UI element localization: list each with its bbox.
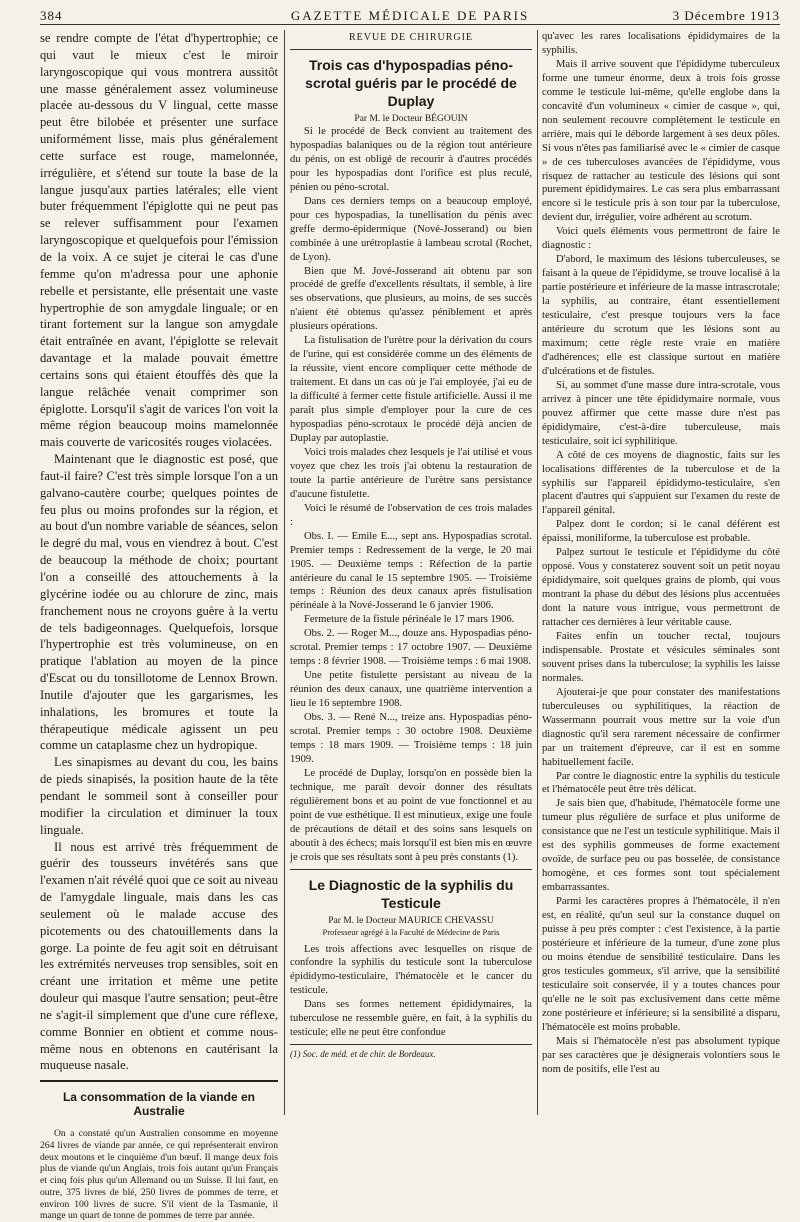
paragraph: Une petite fistulette persistant au niveau de la réunion des deux canaux, une quatrième intervention a lieu le 16 septembre 1908. bbox=[290, 670, 532, 710]
paragraph: Les trois affections avec lesquelles on risque de confondre la syphilis du testicule sont la tuberculose épididymo-testiculaire, l'hématocèle et le cancer du testicule. bbox=[290, 943, 532, 997]
paragraph: D'abord, le maximum des lésions tuberculeuses, se faisant à la queue de l'épididyme, se trouve localisé à la partie postérieure et inférieure de la masse intrascrotale; la syphilis, au contraire, étant essentiellement testiculaire, c'est presque toujours vers la face antérieure du scrotum que les lésions sont au maximum; cette règle reste vraie en matière d'adhérences; elle est classique surtout en matière d'ulcérations et de fistules. bbox=[542, 254, 780, 377]
article-author: Par M. le Docteur BÉGOUIN bbox=[354, 114, 468, 124]
paragraph: Les sinapismes au devant du cou, les bains de pieds sinapisés, la position haute de la tête pendant le sommeil sont à conseiller pour modifier la circulation et diminuer la toux linguale. bbox=[40, 755, 278, 837]
article-body-continued bbox=[542, 30, 780, 1076]
section-heading: REVUE DE CHIRURGIE bbox=[348, 32, 474, 43]
column-divider bbox=[284, 30, 285, 1115]
column-1 bbox=[40, 30, 278, 1222]
paragraph: Obs. 3. — René N..., treize ans. Hypospadias péno-scrotal. Premier temps : 30 octobre 1908. Deuxième temps : 18 mars 1909. — Troisième temps : 18 juin 1909. bbox=[290, 712, 532, 765]
paragraph: Ajouterai-je que pour constater des manifestations tuberculeuses ou syphilitiques, la réaction de Wassermann pourrait vous mettre sur la voie d'un diagnostic qu'il sera rarement nécessaire de confirmer par un traitement d'épreuve, car il est en somme habituellement facile. bbox=[542, 686, 780, 768]
paragraph: qu'avec les rares localisations épididymaires de la syphilis. bbox=[542, 31, 780, 56]
author-affiliation: Professeur agrégé à la Faculté de Médecine de Paris bbox=[322, 926, 500, 937]
paragraph: Si le procédé de Beck convient au traitement des hypospadias balaniques ou de la région tout antérieure du pénis, on est obligé de recourir à d'autres procédés pour les hypospadias dont l'orifice est plus reculé, pénien ou péno-scrotal. bbox=[290, 126, 532, 193]
article-body-2 bbox=[290, 943, 532, 1041]
paragraph: Palpez surtout le testicule et l'épididyme du côté opposé. Vous y constaterez souvent soit un petit noyau épididymaire, soit quelques grains de plomb, qui vous montrant la phase du début des lésions plus accentuées dont la nature vous intrigue, vous permettront de rattacher ces dernières à leur véritable cause. bbox=[542, 547, 780, 629]
article-body bbox=[290, 125, 532, 865]
paragraph: Faites enfin un toucher rectal, toujours indispensable. Prostate et vésicules séminales sont souvent prises dans la tuberculose; la syphilis les laisse normales. bbox=[542, 630, 780, 684]
paragraph: Voici le résumé de l'observation de ces trois malades : bbox=[290, 502, 532, 528]
page-number: 384 bbox=[40, 8, 63, 23]
paragraph: Maintenant que le diagnostic est posé, que faut-il faire? C'est très simple lorsque l'on a un galvano-cautère courbe; quelques pointes de feu plus ou moins profondes sur la région, et au bout d'un nombre variable de séances, selon le degré du mal, vous en viendrez à bout. C'est de beaucoup la méthode de choix; pourtant l'on a conseillé des attouchements à la glycérine iodée ou au chlorure de zinc, mais franchement nous ne croyons guère à la vertu de tels badigeonnages. Quelquefois, lorsque l'hypertrophie est très volumineuse, on en pratique l'ablation au moyen de la pince d'Escat ou du tonsillotome de Lennox Brown. Inutile d'ajouter que les gargarismes, les inhalations, les bromures et toute la thérapeutique médicale agissent un peu comme un cataplasme chez un hydropique. bbox=[40, 452, 278, 753]
paragraph: Obs. I. — Emile E..., sept ans. Hypospadias scrotal. Premier temps : Redressement de la verge, le 20 mai 1905. — Deuxième temps : Réfection de la partie antérieure du canal le 15 septembre 1905. — Troisième temps : Réunion des deux canaux après fistulisation périnéale à la Nové-Josserand le 6 janvier 1906. bbox=[290, 530, 532, 612]
header-rule bbox=[40, 24, 780, 25]
column-3 bbox=[542, 30, 780, 1115]
footnote-rule bbox=[290, 1044, 532, 1045]
paragraph: Mais il arrive souvent que l'épididyme tuberculeux forme une tumeur énorme, deux à trois fois grosse comme le testicule lui-même, qu'elle englobe dans la concavité d'un volumineux « cimier de casque », qui, non seulement recouvre complètement le testicule en arrière, mais qui le déborde largement à ses deux pôles. Si vous n'êtes pas familiarisé avec le « cimier de casque » de ces tuberculoses avancées de l'épididyme, vous risquez de rattacher au testicule des lésions qui sont purement épididymaires. Le cas sera plus embarrassant encore si le testicule pris à son tour par la tuberculose, devient dur, irrégulier, voire adhérent au scrotum. bbox=[542, 58, 780, 224]
paragraph: Si, au sommet d'une masse dure intra-scrotale, vous arrivez à pincer une tête épididymaire normale, vous pouvez affirmer que cette masse dure n'est pas épididymaire, c'est-à-dire tuberculeuse, mais testiculaire, soit ici syphilitique. bbox=[542, 379, 780, 447]
news-box bbox=[40, 1080, 278, 1222]
section-rule bbox=[290, 49, 532, 50]
paragraph: Fermeture de la fistule périnéale le 17 mars 1906. bbox=[304, 614, 515, 626]
article-title: Trois cas d'hypospadias péno-scrotal guéris par le procédé de Duplay bbox=[305, 57, 517, 109]
laryngology-text bbox=[40, 30, 278, 1074]
box-title: La consommation de la viande en Australie bbox=[62, 1090, 256, 1119]
paragraph: Palpez dont le cordon; si le canal déférent est épaissi, moniliforme, la tuberculose est probable. bbox=[542, 519, 780, 545]
paragraph: Mais si l'hématocèle n'est pas absolument typique par ses caractères que je désignerais volontiers sous le nom de positifs, elle l'est au bbox=[542, 1035, 780, 1075]
column-divider bbox=[537, 30, 538, 1115]
paragraph: Obs. 2. — Roger M..., douze ans. Hypospadias péno-scrotal. Premier temps : 17 octobre 1907. — Deuxième temps : 8 février 1908. — Troisième temps : 6 mai 1908. bbox=[290, 628, 532, 668]
paragraph: se rendre compte de l'état d'hypertrophie; ce qui vaut le mieux c'est le miroir laryngoscopique qui vous montrera aussitôt une masse généralement assez volumineuse placée au-dessous du V lingual, cette masse peut être bilobée et présenter une surface uniformément lisse, mais plus généralement cette surface est rouge, mamelonnée, irrégulière, et s'étend sur toute la base de la langue jusqu'aux parties latérales; elle vient buter fréquemment l'épiglotte qui ne peut pas se relever suffisamment pour l'examen laryngoscopique et quelquefois pour l'émission de la voix. A ce sujet je citerai le cas d'une femme qu'on m'adressa pour une aphonie rebelle et persistante, elle présentait une vaste hypertrophie de son amygdale linguale; or en tirant fortement sur la langue son amygdale était entraînée en avant, l'épiglotte se relevait davantage et la malade pouvait émettre certains sons qui étaient étouffés dès que la langue relâchée venait comprimer son épiglotte. Lorsqu'il s'agit de varices l'on voit la même région beaucoup moins mamelonnée mais couverte de varicosités rouges violacées. bbox=[40, 31, 278, 450]
article-rule bbox=[290, 869, 532, 870]
article-title-2: Le Diagnostic de la syphilis du Testicule bbox=[308, 876, 514, 911]
paragraph: Voici quels éléments vous permettront de faire le diagnostic : bbox=[542, 226, 780, 252]
page-header bbox=[40, 4, 780, 26]
paragraph: Dans ces derniers temps on a beaucoup employé, pour ces hypospadias, la tunellisation du pénis avec greffe dermo-épidermique (Nové-Josserand) ou bien combinée à une urétroplastie à lambeau scrotal (Rochet, de Lyon). bbox=[290, 195, 532, 263]
paragraph: Dans ses formes nettement épididymaires, la tuberculose ne ressemble guère, en fait, à la syphilis du testicule; elle ne peut être confondue bbox=[290, 999, 532, 1039]
paragraph: Il nous est arrivé très fréquemment de guérir des tousseurs invétérés sans que l'examen n'ait révélé quoi que ce soit au niveau de l'amygdale linguale, mais dans les cas seulement où le malade accuse des picotements ou des chatouillements dans la gorge. La pointe de feu agit soit en détruisant les extrémités nerveuses trop sensibles, soit en créant une irritation et même une petite douleur qui masque l'autre sensation; peut-être ne s'agit-il simplement que d'une cure réflexe, comme Bonnier en obtient et comme nous-même nous en obtenons en cautérisant la muqueuse nasale. bbox=[40, 839, 278, 1073]
column-2 bbox=[290, 30, 532, 1115]
paragraph: Je sais bien que, d'habitude, l'hématocèle forme une tumeur plus régulière de surface et plus uniforme de consistance que ne l'est un testicule syphilitique. Mais il est des syphilis gommeuses de forme exactement ovoïde, de surface peu ou pas bosselée, de consistance homogène, et ces formes sont tout spécialement embarrassantes. bbox=[542, 798, 780, 894]
article-author-2: Par M. le Docteur MAURICE CHEVASSU bbox=[328, 915, 494, 926]
paragraph: Voici trois malades chez lesquels je l'ai utilisé et vous voyez que chez les trois j'ai obtenu la restauration de toute la partie antérieure de l'urètre sans persistance d'aucune fistulette. bbox=[290, 446, 532, 500]
box-text: On a constaté qu'un Australien consomme en moyenne 264 livres de viande par année, ce qui représenterait environ deux moutons et le cinquième d'un bœuf. Il mange deux fois plus de viande qu'un Anglais, trois fois autant qu'un Français et cinq fois plus qu'un Allemand ou un Suisse. Il lui faut, en outre, 375 livres de blé, 250 livres de pommes de terre, et environ 100 livres de sucre. S'il vient de la Tasmanie, il mange un quart de tonne de pommes de terre par année. bbox=[40, 1128, 278, 1222]
footnote: (1) Soc. de méd. et de chir. de Bordeaux. bbox=[290, 1049, 436, 1060]
issue-date: 3 Décembre 1913 bbox=[672, 8, 780, 23]
paragraph: A côté de ces moyens de diagnostic, faits sur les localisations différentes de la tuberculose et de la syphilis sur l'appareil épididymo-testiculaire, s'en placent d'autres qui s'appuient sur l'examen du reste de l'appareil génital. bbox=[542, 449, 780, 517]
paragraph: Le procédé de Duplay, lorsqu'on en possède bien la technique, me paraît devoir donner des résultats régulièrement bons et au point de vue fonctionnel et au point de vue esthétique. Il est minutieux, exige une foule de précautions de détail et des soins sans lesquels on aboutit à des échecs; mais lorsqu'il est bien mis en œuvre je crois que ses résultats sont à peu près constants (1). bbox=[290, 767, 532, 863]
paragraph: Bien que M. Jové-Josserand ait obtenu par son procédé de greffe d'excellents résultats, il semble, à lire ses observations, que plusieurs, au moins, de ses succès n'aient été obtenus qu'assez péniblement et après plusieurs opérations. bbox=[290, 265, 532, 333]
paragraph: Par contre le diagnostic entre la syphilis du testicule et l'hématocèle peut être très délicat. bbox=[542, 770, 780, 796]
journal-title: GAZETTE MÉDICALE DE PARIS bbox=[290, 8, 530, 23]
paragraph: La fistulisation de l'urètre pour la dérivation du cours de l'urine, qui est considérée comme un des éléments de la réussite, vient encore compliquer cette méthode de traitement. Et dans un cas où je l'ai employée, j'ai eu de la difficulté à fermer cette fistule artificielle. Aussi il me paraît plus simple d'employer pour la cure de ces hypospadias péno-scrotaux le procédé déjà ancien de Duplay par autoplastie. bbox=[290, 335, 532, 444]
paragraph: Parmi les caractères propres à l'hématocèle, il n'en est, en réalité, qu'un seul sur la constance duquel on puisse à peu près compter : c'est l'existence, à la partie postérieure et inférieure de la tumeur, d'une zone plus ou moins étendue de sensibilité testiculaire. Dans les gros testicules gommeux, s'il arrive, que la sensibilité testiculaire soit conservée, il y a toutes chances pour qu'elle ne le soit pas exclusivement dans cette même zone postérieure et inférieure; si la sensibilité a disparu, l'hématocèle est moins probable. bbox=[542, 896, 780, 1033]
